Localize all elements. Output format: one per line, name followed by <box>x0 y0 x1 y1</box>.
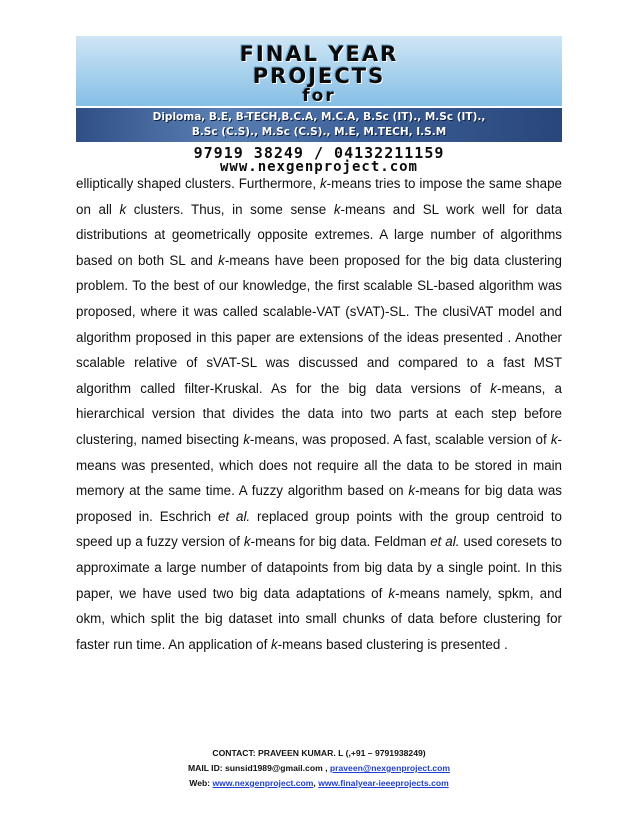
text-segment-italic: k <box>388 585 396 601</box>
text-segment: -means have been proposed for the big data clustering problem. To the best of our knowledge, the first scalable SL-based algorithm was proposed, where it was called scalable-VAT (sVAT)-SL. The clusiVAT model and algorithm proposed in this paper are extensions of the ideas presented . Another scalable relative of sVAT-SL was discussed and compared to a fast MST algorithm called filter-Kruskal. As for the big data versions of <box>76 252 562 396</box>
banner-title-panel <box>76 36 562 106</box>
banner-title-line3: for <box>302 86 336 106</box>
footer-web-label: Web: <box>189 778 213 788</box>
footer-mail-label: MAIL ID: sunsid1989@gmail.com , <box>187 763 330 773</box>
footer-contact: CONTACT: PRAVEEN KUMAR. L (,+91 – 9791938249) <box>212 748 426 758</box>
text-segment-italic: k <box>333 201 341 217</box>
text-segment-italic: et al. <box>217 508 251 524</box>
footer-web-link-1[interactable]: www.nexgenproject.com <box>212 778 314 788</box>
banner-courses-strip <box>76 108 562 142</box>
text-segment-italic: k <box>550 431 558 447</box>
text-segment-italic: k <box>119 201 127 217</box>
text-segment-italic: k <box>319 176 327 191</box>
text-segment: elliptically shaped clusters. Furthermore, <box>76 176 320 191</box>
text-segment: -means tries to impose the same shape on all <box>76 176 562 217</box>
text-segment: -means for big data was proposed in. Eschrich <box>76 483 563 524</box>
footer-web-link-2[interactable]: www.finalyear-ieeeprojects.com <box>318 778 449 788</box>
text-segment: -means namely, spkm, and okm, which split the big dataset into small chunks of data before clustering for faster run time. An application of <box>76 585 562 652</box>
banner-phone: 97919 38249 / 04132211159 <box>193 144 445 162</box>
text-segment-italic: k <box>271 636 278 652</box>
text-segment-italic: k <box>408 483 416 499</box>
banner-courses-line2: B.Sc (C.S)., M.Sc (C.S)., M.E, M.TECH, I.S.M <box>191 126 447 138</box>
body-paragraph <box>76 171 562 657</box>
text-segment-italic: k <box>490 380 497 396</box>
text-segment: clusters. Thus, in some sense <box>126 201 334 217</box>
banner-title-line1: FINAL YEAR <box>239 42 399 66</box>
paragraph-text <box>76 171 562 657</box>
text-segment: -means for big data. Feldman <box>250 534 431 550</box>
text-segment: -means and SL work well for data distributions at geometrically opposite extremes. A large number of algorithms based on both SL and <box>76 201 563 268</box>
text-segment: -means, was proposed. A fast, scalable version of <box>249 431 551 447</box>
header-banner <box>76 36 562 175</box>
text-segment-italic: k <box>218 252 225 268</box>
footer-mail-link[interactable]: praveen@nexgenproject.com <box>329 763 451 773</box>
text-segment: -means based clustering is presented . <box>277 636 508 652</box>
banner-title-line2: PROJECTS <box>252 64 386 88</box>
text-segment: replaced group points with the group centroid to speed up a fuzzy version of <box>76 508 562 550</box>
text-segment-italic: k <box>243 431 250 447</box>
footer-web <box>76 776 562 791</box>
text-segment-italic: et al. <box>430 534 460 550</box>
page-footer <box>76 746 562 791</box>
text-segment: -means was presented, which does not require all the data to be stored in main memory at the same time. A fuzzy algorithm based on <box>76 431 562 499</box>
banner-website: www.nexgenproject.com <box>219 159 418 175</box>
footer-web-separator: , <box>313 778 319 788</box>
text-segment: -means, a hierarchical version that divides the data into two parts at each step before clustering, named bisecting <box>76 380 563 447</box>
footer-mail <box>76 761 562 776</box>
text-segment-italic: k <box>243 534 251 550</box>
text-segment: used coresets to approximate a large number of datapoints from big data by a single point. In this paper, we have used two big data adaptations of <box>76 534 562 601</box>
banner-courses-line1: Diploma, B.E, B-TECH,B.C.A, M.C.A, B.Sc (IT)., M.Sc (IT)., <box>152 111 486 123</box>
